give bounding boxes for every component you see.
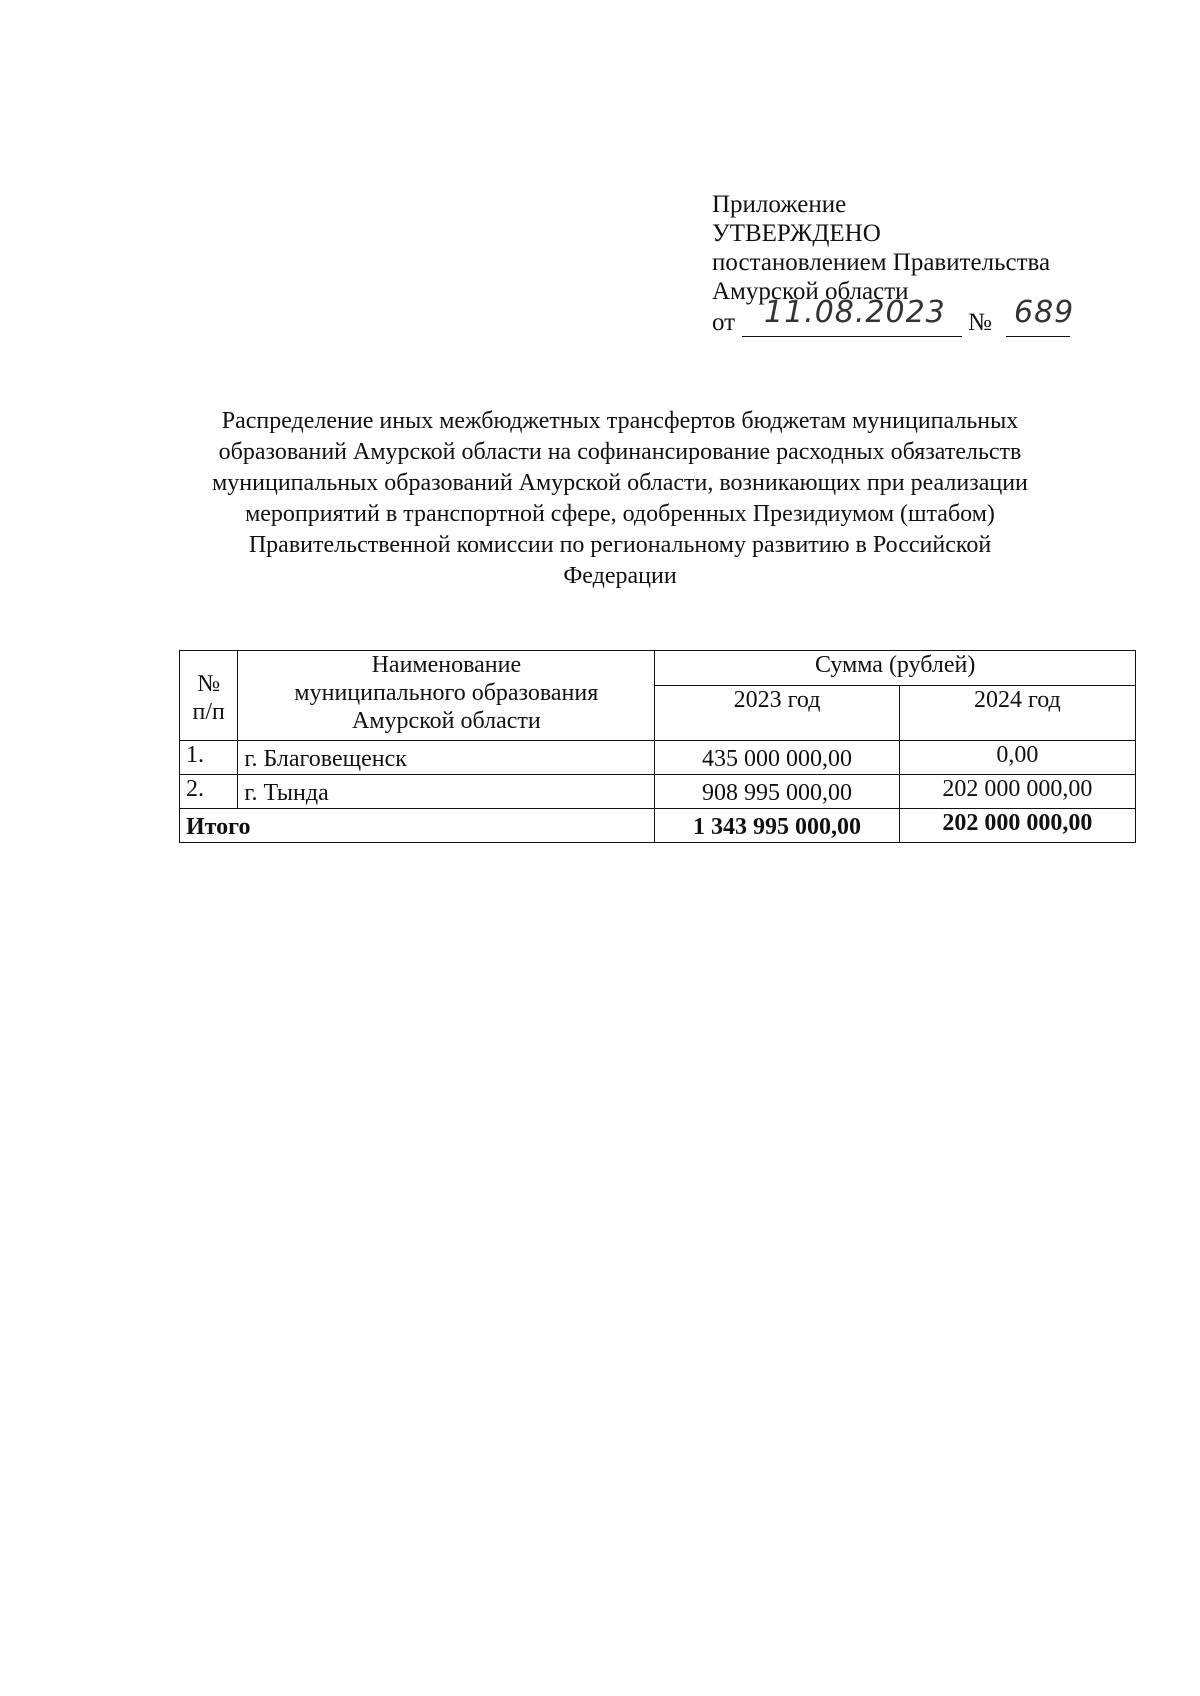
- appendix-label: Приложение: [712, 191, 847, 218]
- approval-block: [712, 190, 1075, 340]
- from-label: от: [712, 309, 736, 336]
- row-2024: 202 000 000,00: [899, 775, 1135, 809]
- row-num: 2.: [180, 775, 238, 809]
- total-2023: 1 343 995 000,00: [655, 809, 899, 843]
- row-name: г. Тында: [238, 775, 655, 809]
- total-2024: 202 000 000,00: [899, 809, 1135, 843]
- handwritten-date: 11.08.2023: [764, 295, 946, 330]
- number-label: №: [968, 309, 992, 336]
- distribution-table: [179, 650, 1136, 843]
- document-title: [180, 406, 1060, 592]
- header-name-line: муниципального образования: [294, 680, 599, 706]
- row-num: 1.: [180, 741, 238, 775]
- header-sum: Сумма (рублей): [655, 651, 1136, 686]
- table-row: [180, 775, 1136, 809]
- handwritten-number: 689: [1014, 295, 1075, 330]
- title-line: мероприятий в транспортной сфере, одобренных Президиумом (штабом): [245, 501, 995, 527]
- header-year-2024: 2024 год: [899, 686, 1135, 741]
- header-name-line: Амурской области: [352, 708, 541, 734]
- title-line: Федерации: [563, 563, 677, 589]
- header-num: [180, 651, 238, 741]
- row-2023: 908 995 000,00: [655, 775, 899, 809]
- title-line: Правительственной комиссии по региональному развитию в Российской: [248, 532, 992, 558]
- region-label: Амурской области: [712, 278, 909, 305]
- row-2024: 0,00: [899, 741, 1135, 775]
- total-label: Итого: [180, 809, 655, 843]
- title-line: муниципальных образований Амурской области, возникающих при реализации: [212, 470, 1028, 496]
- resolution-label: постановлением Правительства: [712, 249, 1051, 276]
- header-num-sign: №: [197, 670, 221, 697]
- header-name: [238, 651, 655, 741]
- header-name-line: Наименование: [371, 652, 522, 678]
- title-line: образований Амурской области на софинансирование расходных обязательств: [218, 439, 1022, 465]
- header-num-pp: п/п: [192, 698, 225, 725]
- approved-label: УТВЕРЖДЕНО: [712, 220, 881, 247]
- table-header-row: [180, 651, 1136, 686]
- table-total-row: [180, 809, 1136, 843]
- header-year-2023: 2023 год: [655, 686, 899, 741]
- date-number-row: [712, 295, 1075, 340]
- title-line: Распределение иных межбюджетных трансфертов бюджетам муниципальных: [221, 408, 1019, 434]
- table-row: [180, 741, 1136, 775]
- row-name: г. Благовещенск: [238, 741, 655, 775]
- row-2023: 435 000 000,00: [655, 741, 899, 775]
